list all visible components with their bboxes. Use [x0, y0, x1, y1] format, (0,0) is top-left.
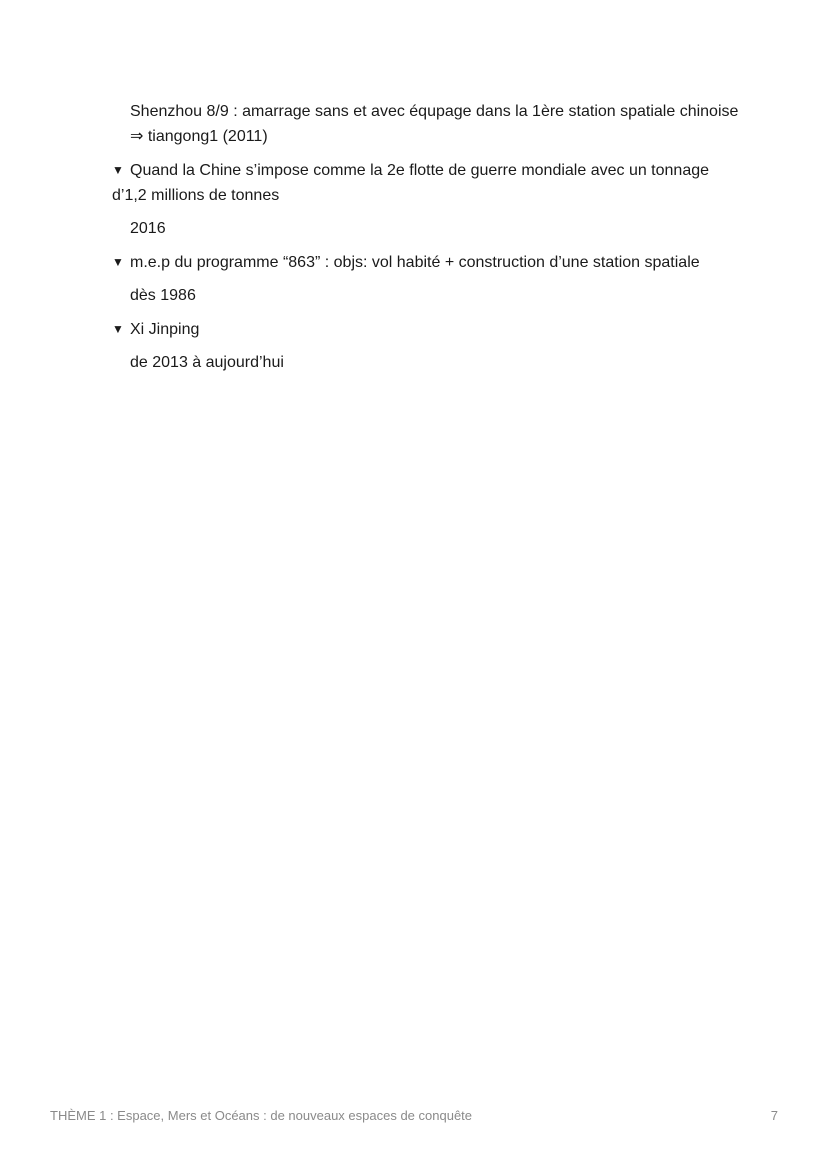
toggle-answer-shenzhou: Shenzhou 8/9 : amarrage sans et avec équpage dans la 1ère station spatiale chinoise ⇒ tiangong1 (2011)	[130, 103, 739, 145]
toggle-question-863[interactable]	[112, 250, 742, 275]
toggle-block-863	[112, 250, 742, 308]
toggle-answer-xi: de 2013 à aujourd’hui	[130, 354, 284, 371]
triangle-down-icon[interactable]: ▼	[112, 163, 124, 177]
toggle-question-xi[interactable]	[112, 317, 742, 342]
page-footer	[50, 1108, 778, 1123]
toggle-block-fleet	[112, 158, 742, 241]
toggle-question-text: Xi Jinping	[130, 321, 200, 338]
toggle-question-text: m.e.p du programme “863” : objs: vol habité + construction d’une station spatiale	[130, 254, 700, 271]
footer-title: THÈME 1 : Espace, Mers et Océans : de nouveaux espaces de conquête	[50, 1108, 473, 1123]
page-number: 7	[770, 1108, 778, 1123]
toggle-answer-863: dès 1986	[130, 287, 196, 304]
toggle-question-fleet[interactable]	[112, 158, 742, 208]
toggle-question-text: Quand la Chine s’impose comme la 2e flotte de guerre mondiale avec un tonnage d’1,2 millions de tonnes	[112, 162, 710, 204]
toggle-answer-fleet: 2016	[130, 220, 166, 237]
triangle-down-icon[interactable]: ▼	[112, 255, 124, 269]
triangle-down-icon[interactable]: ▼	[112, 322, 124, 336]
toggle-block-xi	[112, 317, 742, 375]
page-content	[112, 99, 742, 375]
